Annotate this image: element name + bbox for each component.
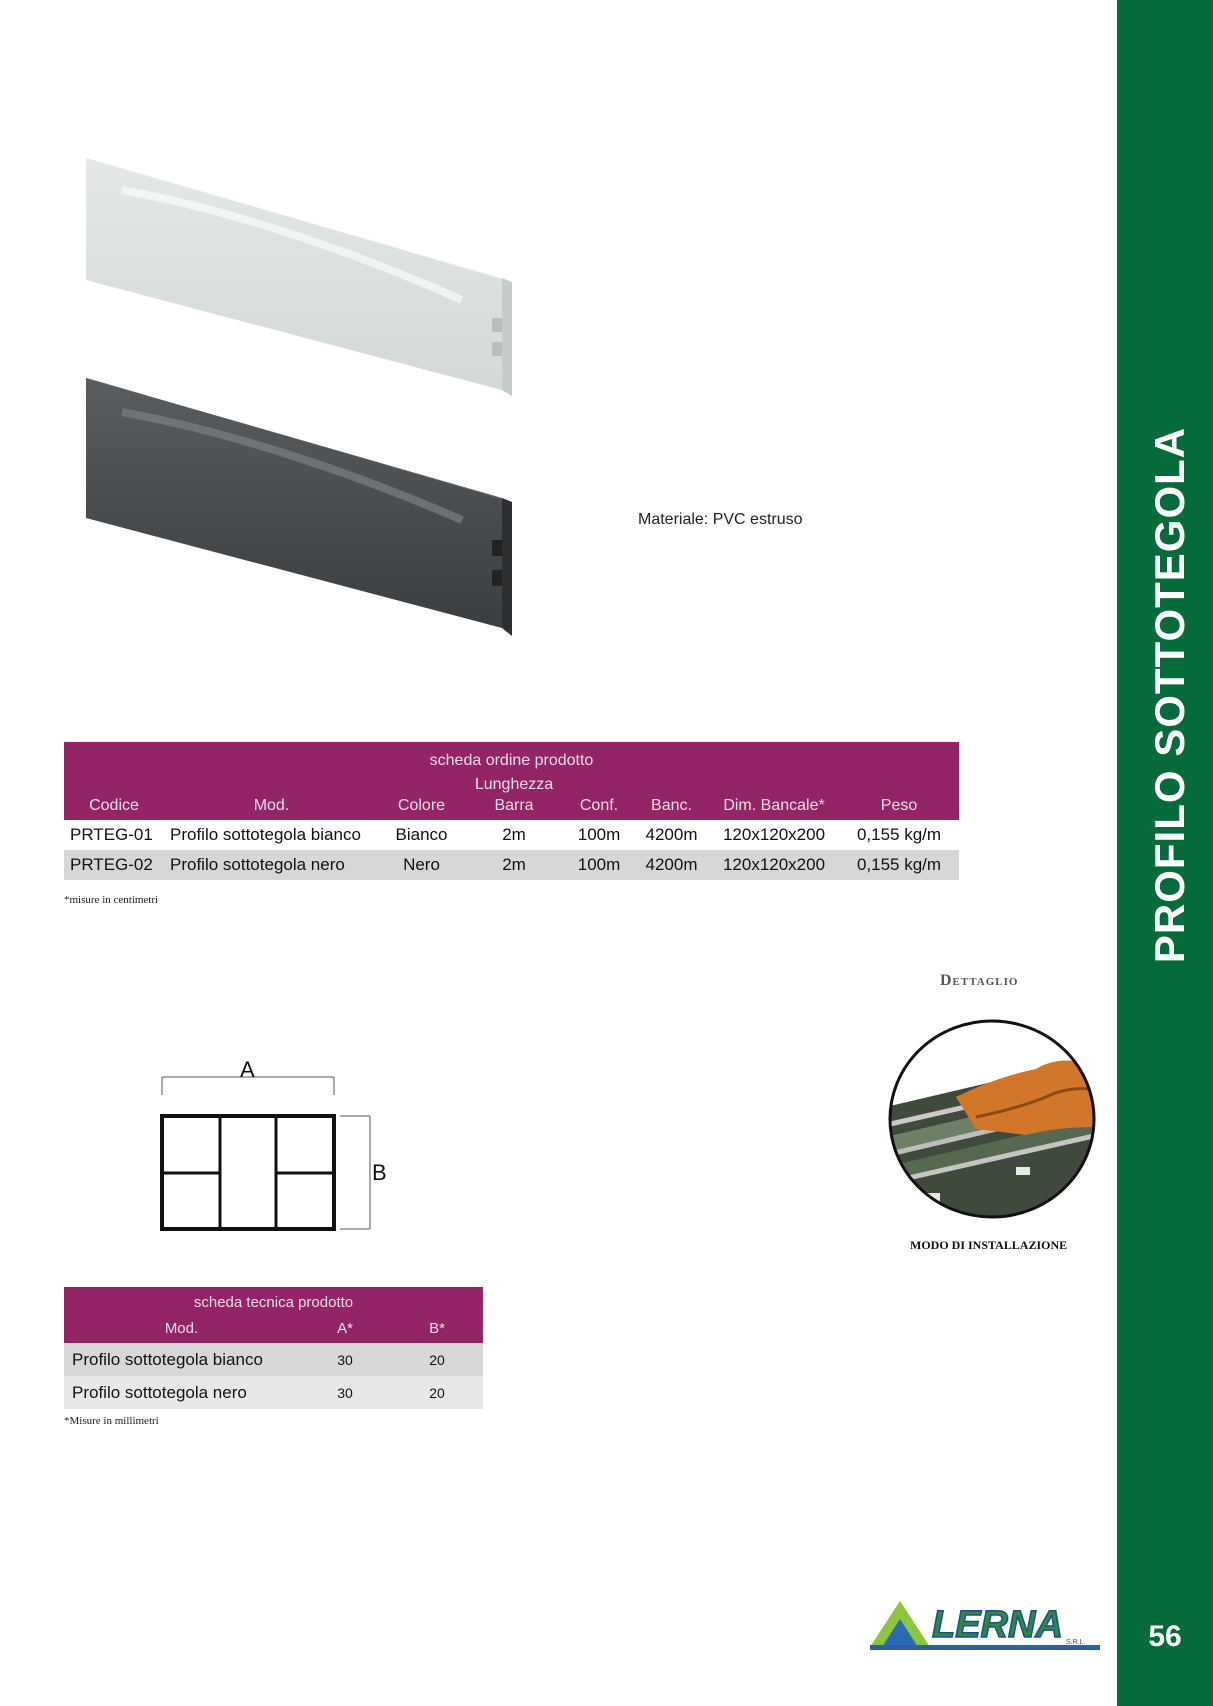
table-row — [64, 1343, 483, 1376]
col-a: A* — [299, 1313, 391, 1343]
order-table-caption-row — [64, 742, 959, 774]
table-row — [64, 820, 959, 850]
col-mod: Mod. — [64, 1313, 299, 1343]
material-text: Materiale: PVC estruso — [638, 511, 803, 528]
cell: 20 — [391, 1343, 483, 1376]
col-banc: Banc. — [634, 774, 709, 820]
company-logo — [870, 1597, 1100, 1651]
order-table-note: *misure in centimetri — [64, 894, 159, 906]
col-b: B* — [391, 1313, 483, 1343]
cell: Profilo sottotegola nero — [64, 1376, 299, 1409]
col-peso: Peso — [839, 774, 959, 820]
cell: PRTEG-02 — [64, 850, 164, 880]
cell: Profilo sottotegola bianco — [164, 820, 379, 850]
tech-table — [64, 1287, 483, 1409]
table-row — [64, 850, 959, 880]
cell: 100m — [564, 850, 634, 880]
cell: 30 — [299, 1343, 391, 1376]
detail-title: Dettaglio — [940, 972, 1019, 989]
dimension-b-label: B — [372, 1160, 387, 1185]
cell: 0,155 kg/m — [839, 850, 959, 880]
cell: Bianco — [379, 820, 464, 850]
tech-table-header — [64, 1313, 483, 1343]
cell: 2m — [464, 820, 564, 850]
cell: 0,155 kg/m — [839, 820, 959, 850]
cell: 100m — [564, 820, 634, 850]
col-codice: Codice — [64, 774, 164, 820]
order-table — [64, 742, 959, 880]
page-number: 56 — [1148, 1620, 1182, 1653]
col-dim-bancale: Dim. Bancale* — [709, 774, 839, 820]
tech-table-caption-row — [64, 1287, 483, 1313]
cell: 120x120x200 — [709, 850, 839, 880]
cell: Profilo sottotegola bianco — [64, 1343, 299, 1376]
installation-detail-image — [886, 1017, 1098, 1222]
logo-suffix: S.R.L. — [1066, 1639, 1086, 1646]
col-mod: Mod. — [164, 774, 379, 820]
cell: Nero — [379, 850, 464, 880]
cell: 4200m — [634, 820, 709, 850]
dimension-a-label: A — [240, 1057, 255, 1082]
logo-text: LERNA — [932, 1604, 1063, 1646]
cell: 2m — [464, 850, 564, 880]
order-table-caption: scheda ordine prodotto — [64, 742, 959, 774]
cell: 4200m — [634, 850, 709, 880]
cross-section-diagram — [150, 1055, 400, 1235]
detail-caption: MODO DI INSTALLAZIONE — [910, 1238, 1068, 1252]
table-row — [64, 1376, 483, 1409]
cell: 20 — [391, 1376, 483, 1409]
cell: PRTEG-01 — [64, 820, 164, 850]
col-conf: Conf. — [564, 774, 634, 820]
col-lunghezza-barra: Lunghezza Barra — [464, 774, 564, 820]
product-photo — [82, 150, 522, 640]
cell: 30 — [299, 1376, 391, 1409]
tech-table-note: *Misure in millimetri — [64, 1415, 159, 1427]
order-table-header — [64, 774, 959, 820]
cell: Profilo sottotegola nero — [164, 850, 379, 880]
tech-table-caption: scheda tecnica prodotto — [64, 1287, 483, 1313]
side-title: PROFILO SOTTOTEGOLA — [1146, 426, 1194, 964]
col-colore: Colore — [379, 774, 464, 820]
cell: 120x120x200 — [709, 820, 839, 850]
